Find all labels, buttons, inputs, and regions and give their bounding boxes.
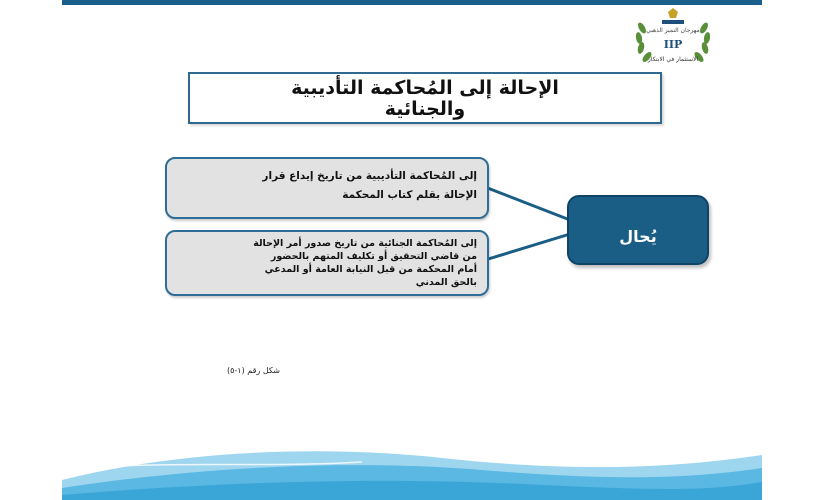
connector-line-lower [485, 234, 570, 260]
title-line-2: والجنائية [384, 98, 466, 120]
center-node [567, 195, 709, 286]
decorative-waves [62, 440, 762, 500]
title-line-1: الإحالة إلى المُحاكمة التأديبية [291, 77, 559, 99]
branch-box-disciplinary [165, 157, 489, 219]
figure-caption: شكل رقم (١-٥) [226, 366, 280, 375]
branch-box-text [175, 167, 477, 205]
branch-line: إلى المُحاكمة الجنائية من تاريخ صدور أمر الإحالة [253, 238, 477, 249]
logo-subtitle: الاستثمار في الابتكار [647, 56, 699, 63]
branch-line: من قاضي التحقيق أو تكليف المتهم بالحضور [270, 251, 477, 262]
branch-line: أمام المحكمة من قبل النيابة العامة أو المدعي [264, 264, 477, 275]
logo-caption: مهرجان التميز الذهبي [646, 27, 700, 34]
center-line-1: يُحال [619, 227, 657, 246]
branch-box-criminal [165, 230, 489, 296]
branch-line: إلى المُحاكمة التأديبية من تاريخ إيداع قرار [262, 170, 477, 182]
branch-line: الإحالة بقلم كتاب المحكمة [342, 189, 477, 201]
logo-acronym: IIP [663, 38, 683, 51]
branch-box-text [175, 237, 477, 289]
center-line-2: الموظف [604, 267, 672, 286]
connector-line-upper [485, 187, 570, 220]
branch-line: بالحق المدني [415, 277, 477, 288]
center-node-label [569, 207, 707, 307]
